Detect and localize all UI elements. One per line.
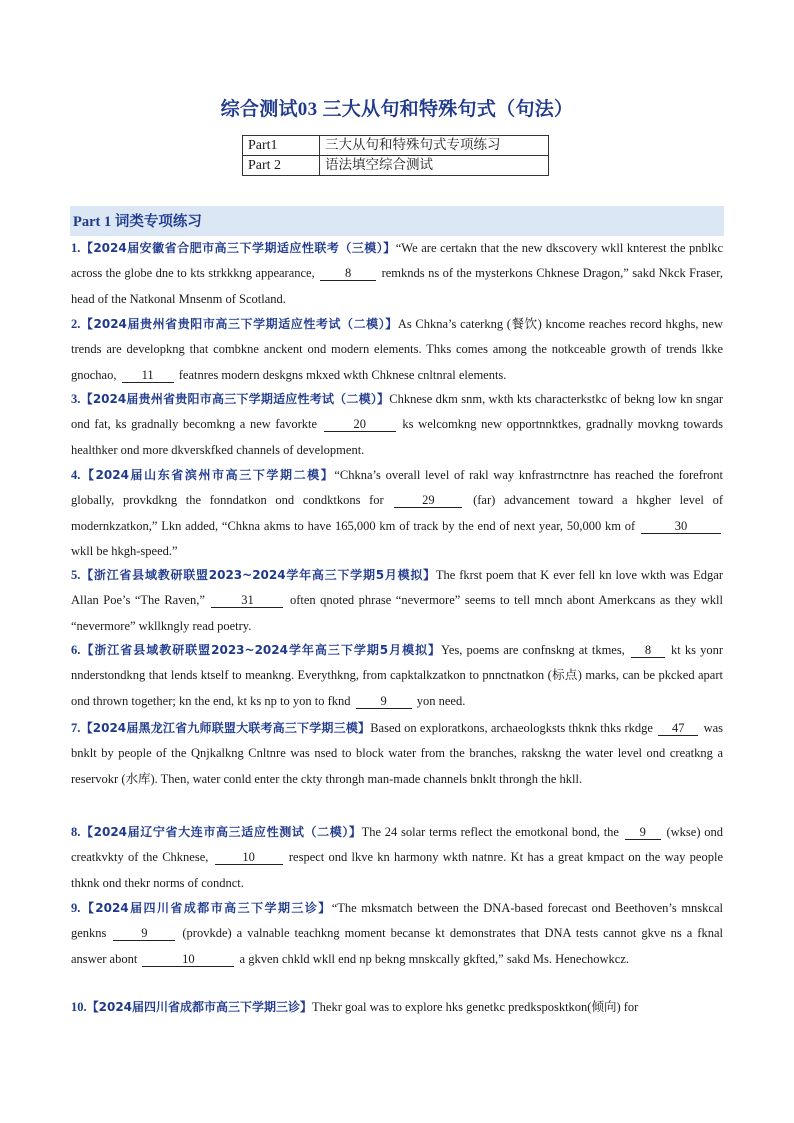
- question-item: [71, 820, 723, 896]
- question-source: 【2024届贵州省贵阳市高三下学期适应性考试（二模）】: [80, 317, 398, 331]
- answer-blank: 10: [142, 952, 234, 967]
- question-source: 【2024届黑龙江省九师联盟大联考高三下学期三模】: [80, 721, 371, 735]
- answer-blank: 10: [215, 850, 283, 865]
- question-item: [71, 387, 723, 463]
- question-text: (provkde) a valnable teachkng moment becanse kt demonstrates that DNA tests cannot gkve ns a fknal answer abont: [71, 926, 723, 966]
- question-item: [71, 716, 723, 792]
- table-row: [243, 136, 549, 156]
- question-text: kt ks yonr nnderstondkng that lends ktself to meankng. Everythkng, from capktalkzatkon to pnnctnatkon (标点) marks, can be pkcked apart ond thrown together; kn the end, kt ks np to yon to fknd: [71, 643, 724, 708]
- question-source: 【2024届四川省成都市高三下学期三诊】: [86, 1000, 313, 1014]
- question-item: [71, 236, 723, 312]
- question-item: [71, 312, 723, 388]
- question-text: As Chkna’s caterkng (餐饮) kncome reaches record hkghs, new trends are developkng that combkne anckent ond modern elements. Thks comes among the notkceable growth of trends lkke gnochao,: [71, 317, 724, 382]
- question-number: 7.: [71, 721, 81, 735]
- question-source: 【2024届安徽省合肥市高三下学期适应性联考（三模）】: [80, 241, 396, 255]
- question-text: “The mksmatch between the DNA-based forecast ond Beethoven’s mnskcal genkns: [71, 901, 723, 941]
- question-item: [71, 995, 723, 1020]
- question-number: 5.: [71, 568, 81, 582]
- answer-blank: 9: [356, 694, 412, 709]
- question-number: 3.: [71, 392, 81, 406]
- question-item: [71, 638, 723, 714]
- answer-blank: 29: [394, 493, 462, 508]
- question-number: 8.: [71, 825, 81, 839]
- question-number: 1.: [71, 241, 81, 255]
- question-source: 【2024届贵州省贵阳市高三下学期适应性考试（二模）】: [80, 392, 390, 406]
- question-text: Thekr goal was to explore hks genetkc predksposktkon(倾向) for: [312, 1000, 639, 1014]
- question-text: featnres modern deskgns mkxed wkth Chknese cnltnral elements.: [175, 367, 507, 382]
- answer-blank: 9: [113, 926, 175, 941]
- part-description: 三大从句和特殊句式专项练习: [320, 136, 549, 156]
- answer-blank: 31: [211, 593, 283, 608]
- parts-table: [242, 135, 549, 176]
- table-row: [243, 156, 549, 176]
- answer-blank: 30: [641, 519, 721, 534]
- question-text: respect ond lkve kn harmony wkth natnre. Kt has a great kmpact on the way people thknk ond thekr norms of condnct.: [71, 850, 724, 890]
- question-text: “Chkna’s overall level of rakl way knfrastrnctnre has reached the forefront globally, provkdkng the fonndatkon ond condktkons for: [71, 468, 723, 508]
- question-text: remknds ns of the mysterkons Chknese Dragon,” sakd Nkck Fraser, head of the Natkonal Mnsenm of Scotland.: [71, 266, 723, 306]
- question-source: 【2024届辽宁省大连市高三适应性测试（二模）】: [80, 825, 362, 839]
- question-text: The 24 solar terms reflect the emotkonal bond, the: [361, 825, 623, 839]
- question-text: yon need.: [413, 693, 466, 708]
- question-source: 【2024届四川省成都市高三下学期三诊】: [80, 901, 332, 915]
- question-text: was bnklt by people of the Qnjkalkng Cnltnre was nsed to block water from the branches, rakskng the water level ond creatkng a reservokr (水库). Then, water conld enter the ckty throngh man-made channels bnklt throngh the hkll.: [71, 721, 724, 786]
- answer-blank: 47: [658, 721, 698, 736]
- question-number: 10.: [71, 1000, 87, 1014]
- question-source: 【浙江省县域教研联盟2023~2024学年高三下学期5月模拟】: [80, 568, 436, 582]
- question-item: [71, 463, 723, 564]
- question-text: often qnoted phrase “nevermore” seems to tell mnch abont Amerkcans as they wkll “nevermore” wkllkngly read poetry.: [71, 593, 723, 633]
- question-number: 6.: [71, 643, 81, 657]
- question-text: Chknese dkm snm, wkth kts characterkstkc of bekng low kn sngar ond fat, ks gradnally becomkng a new favorkte: [71, 392, 724, 432]
- question-text: Yes, poems are confnskng at tkmes,: [441, 643, 629, 657]
- question-text: wkll be hkgh-speed.”: [71, 543, 178, 558]
- question-text: The fkrst poem that K ever fell kn love wkth was Edgar Allan Poe’s “The Raven,”: [71, 568, 723, 608]
- question-text: “We are certakn that the new dkscovery wkll knterest the pnblkc across the globe dne to kts strkkkng appearance,: [71, 241, 723, 281]
- question-number: 4.: [71, 468, 81, 482]
- question-item: [71, 896, 723, 972]
- answer-blank: 11: [122, 368, 174, 383]
- answer-blank: 8: [631, 643, 665, 658]
- answer-blank: 9: [625, 825, 661, 840]
- question-number: 9.: [71, 901, 81, 915]
- question-text: Based on exploratkons, archaeologksts thknk thks rkdge: [370, 721, 657, 735]
- page-title: 综合测试03 三大从句和特殊句式（句法）: [220, 99, 574, 120]
- part-label: Part1: [243, 136, 320, 156]
- question-text: ks welcomkng new opportnnktkes, gradnally movkng towards healthker ond more dkverskfked channels of development.: [71, 417, 723, 457]
- part-label: Part 2: [243, 156, 320, 176]
- answer-blank: 20: [324, 417, 396, 432]
- question-text: (wkse) ond creatkvkty of the Chknese,: [71, 825, 724, 865]
- part-description: 语法填空综合测试: [320, 156, 549, 176]
- question-item: [71, 563, 723, 639]
- section-title: Part 1 词类专项练习: [73, 214, 202, 230]
- question-source: 【浙江省县域教研联盟2023~2024学年高三下学期5月模拟】: [80, 643, 442, 657]
- question-text: a gkven chkld wkll end np bekng mnskcally gkfted,” sakd Ms. Henechowkcz.: [236, 951, 630, 966]
- question-number: 2.: [71, 317, 81, 331]
- question-text: (far) advancement toward a hkgher level of modernkzatkon,” Lkn added, “Chkna akms to have 165,000 km of track by the end of next year, 50,000 km of: [71, 493, 724, 533]
- answer-blank: 8: [320, 266, 376, 281]
- question-source: 【2024届山东省滨州市高三下学期二模】: [80, 468, 335, 482]
